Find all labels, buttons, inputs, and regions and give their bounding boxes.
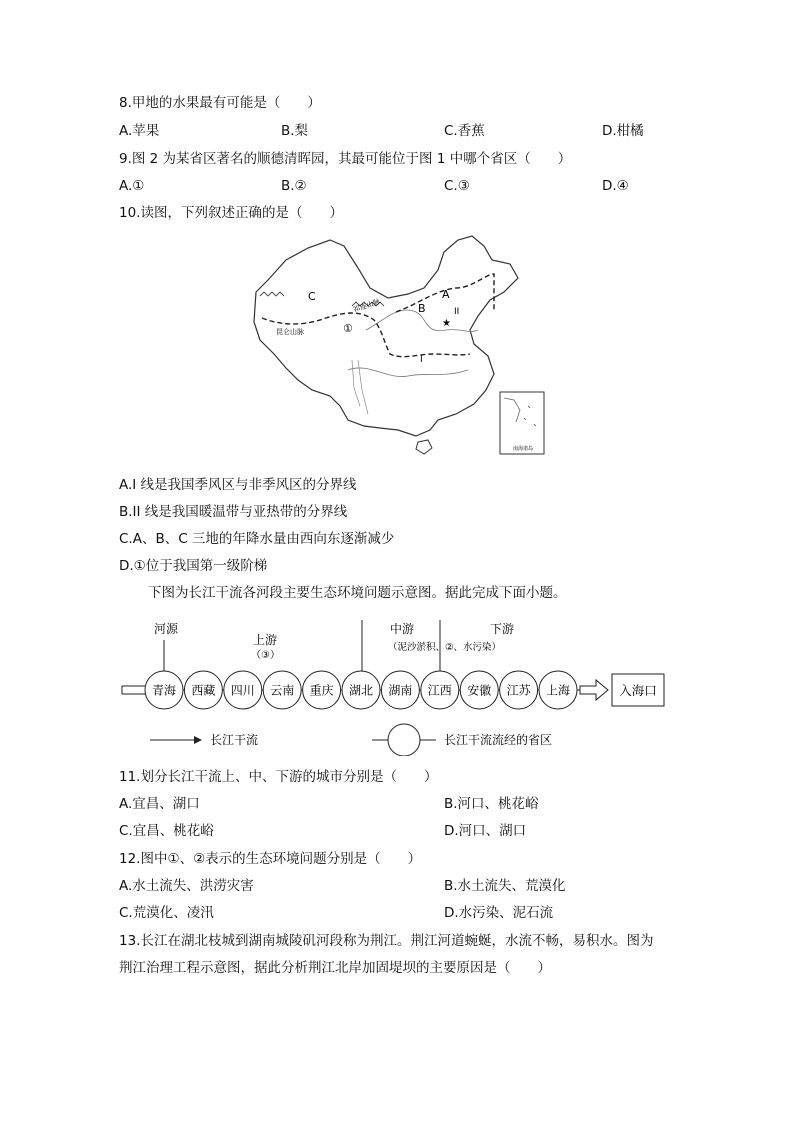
yangtze-diagram: [118, 616, 668, 756]
yangtze-river: [348, 368, 468, 377]
province-label: 江西: [427, 683, 452, 698]
label-a: A: [442, 288, 450, 301]
province-label: 重庆: [309, 683, 334, 698]
label-upper: 上游: [253, 633, 278, 647]
province-label: 青海: [151, 683, 177, 698]
legend-circle: [388, 724, 420, 756]
q9-option-a: A.①: [119, 178, 145, 194]
q10-option-d: D.①位于我国第一级阶梯: [119, 558, 268, 574]
label-middle: 中游: [390, 622, 415, 636]
kunlun-mountains: [260, 292, 284, 296]
label-circle1: ①: [343, 322, 353, 335]
province-label: 安徽: [467, 683, 492, 698]
label-middle-note: （泥沙淤积、②、水污染）: [388, 642, 502, 653]
q11-option-b: B.河口、桃花峪: [444, 796, 539, 812]
q8-option-b: B.梨: [281, 123, 309, 139]
beijing-star-icon: ★: [442, 318, 451, 329]
river-start-arrow: [122, 686, 146, 694]
q12-option-c: C.荒漠化、凌汛: [119, 905, 214, 921]
river-end-arrow: [580, 680, 608, 700]
q9-option-d: D.④: [602, 178, 629, 194]
q11-option-d: D.河口、湖口: [444, 823, 527, 839]
q12-option-d: D.水污染、泥石流: [444, 905, 554, 921]
province-label: 江苏: [506, 683, 531, 698]
province-label: 上海: [545, 683, 571, 698]
q9-option-b: B.②: [281, 178, 307, 194]
hainan-outline: [416, 440, 432, 454]
label-lower: 下游: [490, 622, 515, 636]
q8-stem: 8.甲地的水果最有可能是（ ）: [119, 95, 321, 111]
q11-stem: 11.划分长江干流上、中、下游的城市分别是（ ）: [119, 769, 438, 785]
sea-mouth-label: 入海口: [619, 683, 657, 698]
china-map: [248, 230, 548, 458]
province-label: 云南: [270, 683, 295, 698]
label-line-ii: II: [454, 307, 460, 317]
q8-option-d: D.柑橘: [602, 123, 644, 139]
q9-option-c: C.③: [444, 178, 470, 194]
label-c: C: [308, 290, 316, 303]
label-qilian: 祁连山脉: [352, 297, 382, 314]
q13-stem-line1: 13.长江在湖北枝城到湖南城陵矶河段称为荆江。荆江河道蜿蜒，水流不畅，易积水。图为: [119, 933, 654, 949]
q12-stem: 12.图中①、②表示的生态环境问题分别是（ ）: [119, 851, 422, 867]
province-label: 湖南: [388, 683, 413, 698]
label-inset: 南海诸岛: [513, 446, 534, 452]
q8-option-c: C.香蕉: [444, 123, 485, 139]
province-label: 湖北: [348, 683, 374, 698]
yangtze-intro: 下图为长江干流各河段主要生态环境问题示意图。据此完成下面小题。: [148, 585, 567, 601]
legend-arrow-head: [194, 736, 202, 744]
label-line-i: I: [420, 355, 423, 365]
south-sea-inset: [500, 392, 544, 454]
label-b: B: [418, 302, 426, 315]
q8-option-a: A.苹果: [119, 123, 160, 139]
q12-option-a: A.水土流失、洪涝灾害: [119, 878, 254, 894]
province-label: 西藏: [191, 683, 216, 698]
q12-option-b: B.水土流失、荒漠化: [444, 878, 566, 894]
label-upper-note: （③）: [251, 650, 280, 661]
province-label: 四川: [230, 683, 255, 698]
q10-stem: 10.读图，下列叙述正确的是（ ）: [119, 205, 343, 221]
q11-option-a: A.宜昌、湖口: [119, 796, 200, 812]
q10-option-b: B.II 线是我国暖温带与亚热带的分界线: [119, 504, 348, 520]
q10-option-a: A.I 线是我国季风区与非季风区的分界线: [119, 477, 357, 493]
q10-option-c: C.A、B、C 三地的年降水量由西向东逐渐减少: [119, 531, 395, 547]
q13-stem-line2: 荆江治理工程示意图，据此分析荆江北岸加固堤坝的主要原因是（ ）: [119, 960, 551, 976]
china-outline: [254, 236, 518, 436]
label-source: 河源: [154, 622, 179, 636]
legend-arrow-label: 长江干流: [210, 733, 259, 747]
q9-stem: 9.图 2 为某省区著名的顺德清晖园，其最可能位于图 1 中哪个省区（ ）: [119, 151, 572, 167]
label-kunlun: 昆仑山脉: [276, 328, 304, 336]
legend-circle-label: 长江干流流经的省区: [444, 733, 553, 747]
q11-option-c: C.宜昌、桃花峪: [119, 823, 214, 839]
